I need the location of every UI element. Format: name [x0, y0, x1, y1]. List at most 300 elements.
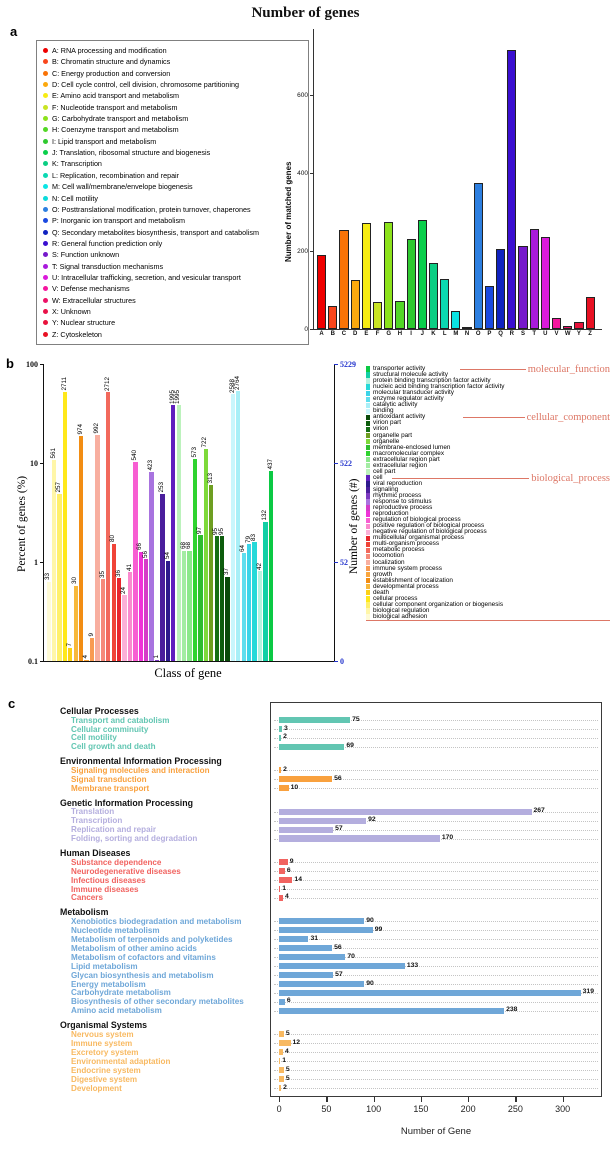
cog-x-tick: B: [330, 331, 335, 337]
kegg-item-row: [58, 962, 603, 971]
go-left-tick: [28, 657, 44, 666]
kegg-tick-mark: [515, 1097, 516, 1102]
kegg-bar-cell: [270, 1039, 603, 1048]
kegg-bar-cell: [270, 858, 603, 867]
kegg-item-label: Carbohydrate metabolism: [71, 988, 171, 998]
kegg-bar-cell: [270, 926, 603, 935]
cog-x-tick: H: [397, 331, 403, 337]
kegg-gridline: [274, 1061, 598, 1062]
kegg-item-row: [58, 766, 603, 775]
cog-x-tick: F: [375, 331, 380, 337]
go-bar-value: 437: [266, 458, 274, 470]
kegg-item-label: Cell motility: [71, 733, 117, 743]
kegg-group-header: Environmental Information Processing: [60, 756, 222, 767]
kegg-bar: [279, 936, 308, 942]
legend-swatch-icon: [366, 499, 370, 504]
legend-dot-icon: [43, 320, 48, 325]
kegg-bar-cell: [270, 893, 603, 902]
go-x-axis-label: Class of gene: [154, 666, 222, 680]
go-legend-bottom-line: [366, 620, 610, 621]
kegg-item-row: [58, 944, 603, 953]
go-bar-value: 35: [98, 570, 106, 578]
kegg-bar: [279, 1008, 504, 1014]
go-bar: [155, 660, 159, 661]
kegg-item-row: [58, 733, 603, 742]
go-bar: [171, 405, 175, 661]
go-bar: [258, 571, 262, 661]
cog-legend-item: [43, 204, 302, 214]
kegg-bar-cell: [270, 988, 603, 997]
kegg-bar-cell: [270, 962, 603, 971]
kegg-item-row: [58, 858, 603, 867]
kegg-bar-value: 92: [368, 816, 376, 824]
kegg-bar-value: 1: [282, 884, 286, 892]
kegg-bar-cell: [270, 1048, 603, 1057]
kegg-bar: [279, 767, 281, 773]
go-bar: [133, 462, 137, 661]
kegg-bar: [279, 776, 332, 782]
kegg-item-row: [58, 742, 603, 751]
legend-swatch-icon: [366, 596, 370, 601]
kegg-group-row: [58, 1020, 603, 1030]
cog-legend-label: L: Replication, recombination and repair: [52, 170, 180, 180]
kegg-bar-value: 319: [582, 988, 594, 996]
go-bar-value: 2712: [103, 376, 111, 391]
kegg-group-header: Cellular Processes: [60, 706, 139, 716]
kegg-gridline: [274, 1088, 598, 1089]
kegg-item-label: Development: [71, 1083, 122, 1093]
cog-y-tick: [297, 248, 314, 255]
kegg-bar: [279, 918, 364, 924]
cog-bar: [328, 306, 337, 329]
go-bar: [225, 577, 229, 661]
legend-dot-icon: [43, 173, 48, 178]
legend-swatch-icon: [366, 487, 370, 492]
go-bar-value: 722: [201, 437, 209, 448]
go-bar: [242, 553, 246, 661]
kegg-item-label: Biosynthesis of other secondary metabolites: [71, 997, 244, 1007]
go-bar: [68, 648, 72, 661]
go-bar-value: 540: [131, 449, 139, 461]
legend-swatch-icon: [366, 469, 370, 474]
cog-x-tick: M: [453, 331, 459, 337]
kegg-tick-label: 100: [366, 1104, 382, 1114]
kegg-bar: [279, 717, 350, 723]
kegg-item-row: [58, 988, 603, 997]
kegg-bar-value: 2: [283, 765, 287, 773]
kegg-bar-cell: [270, 834, 603, 843]
tick-mark: [40, 562, 44, 563]
legend-dot-icon: [43, 127, 48, 132]
cog-legend-item: [43, 170, 302, 180]
kegg-bar-value: 57: [335, 825, 343, 833]
go-bar: [215, 536, 219, 661]
cog-legend-item: [43, 45, 302, 55]
kegg-tick-mark: [468, 1097, 469, 1102]
kegg-item-label: Replication and repair: [71, 825, 157, 835]
cog-bar: [496, 249, 505, 329]
go-bar-value: 992: [93, 423, 101, 434]
cog-legend-box: [36, 40, 309, 345]
kegg-bar: [279, 999, 285, 1005]
go-bar: [79, 436, 83, 661]
go-bar-value: 1995: [174, 389, 182, 404]
kegg-item-row: [58, 784, 603, 793]
kegg-gridline: [274, 1052, 598, 1053]
go-legend-label: structural molecule activity: [373, 371, 448, 379]
kegg-tick-label: 50: [321, 1104, 332, 1114]
group-label: molecular_function: [527, 363, 610, 375]
kegg-item-row: [58, 725, 603, 734]
go-legend-label: viral reproduction: [373, 479, 423, 487]
kegg-item-label: Amino acid metabolism: [71, 1006, 162, 1016]
go-bar: [160, 494, 164, 661]
legend-swatch-icon: [366, 415, 370, 420]
kegg-bar-cell: [270, 867, 603, 876]
cog-legend-item: [43, 125, 302, 135]
cog-x-tick: G: [386, 331, 392, 337]
go-legend-label: signaling: [373, 485, 399, 493]
go-bar-value: 974: [76, 424, 84, 435]
go-left-tick: [26, 360, 44, 369]
cog-x-tick: J: [420, 331, 424, 337]
cog-x-tick: K: [431, 331, 436, 337]
tick-label: 0: [304, 326, 308, 333]
legend-swatch-icon: [366, 439, 370, 444]
kegg-group-header: Organismal Systems: [60, 1020, 148, 1031]
go-left-tick: [30, 459, 44, 468]
go-legend-label: extracellular region: [373, 461, 427, 469]
legend-dot-icon: [43, 309, 48, 314]
kegg-item-row: [58, 893, 603, 902]
kegg-item-row: [58, 775, 603, 784]
cog-bar: [474, 183, 483, 329]
cog-x-tick: A: [319, 331, 324, 337]
kegg-item-row: [58, 917, 603, 926]
kegg-bar-value: 56: [334, 774, 342, 782]
kegg-bar: [279, 1040, 290, 1046]
legend-dot-icon: [43, 332, 48, 337]
cog-bar: [407, 239, 416, 329]
legend-dot-icon: [43, 105, 48, 110]
cog-legend-label: K: Transcription: [52, 159, 102, 169]
go-bar-value: 2588: [228, 378, 236, 393]
go-bar: [149, 472, 153, 661]
kegg-bar-value: 3: [284, 724, 288, 732]
kegg-bar-cell: [270, 716, 603, 725]
cog-y-axis-label: Number of matched genes: [284, 161, 293, 262]
kegg-item-label: Nervous system: [71, 1029, 134, 1039]
cog-x-tick: S: [520, 331, 525, 337]
figure-title: Number of genes: [251, 5, 360, 21]
panel-label-b: b: [6, 356, 14, 371]
kegg-bar-value: 238: [506, 1006, 518, 1014]
kegg-bar-value: 99: [374, 925, 383, 933]
kegg-bar-cell: [270, 885, 603, 894]
kegg-bar: [279, 726, 282, 732]
go-legend-label: protein binding transcription factor activity: [373, 377, 491, 385]
kegg-bar-value: 267: [533, 807, 545, 815]
kegg-item-row: [58, 716, 603, 725]
legend-swatch-icon: [366, 451, 370, 456]
legend-swatch-icon: [366, 427, 370, 432]
kegg-item-row: [58, 885, 603, 894]
legend-swatch-icon: [366, 566, 370, 571]
kegg-item-label: Metabolism of other amino acids: [71, 943, 197, 953]
go-bar-value: 95: [217, 527, 225, 535]
go-bar: [166, 561, 170, 661]
kegg-bar: [279, 895, 283, 901]
kegg-bar-value: 5: [285, 1074, 290, 1082]
go-legend-label: extracellular region part: [373, 455, 440, 463]
go-bar: [177, 405, 181, 661]
go-bar-value: 42: [255, 562, 263, 570]
kegg-item-label: Lipid metabolism: [71, 961, 138, 971]
go-legend-label: growth: [373, 570, 393, 578]
cog-legend-item: [43, 329, 302, 339]
legend-dot-icon: [43, 286, 48, 291]
go-bar-value: 7: [65, 643, 73, 647]
cog-bar: [541, 237, 550, 329]
cog-bar: [317, 255, 326, 329]
kegg-item-row: [58, 1048, 603, 1057]
cog-legend-label: R: General function prediction only: [52, 238, 163, 248]
cog-legend-item: [43, 114, 302, 124]
go-bar-value: 83: [250, 533, 258, 541]
kegg-item-label: Endocrine system: [71, 1065, 141, 1075]
kegg-gridline: [274, 770, 598, 771]
go-bar-value: 4: [82, 654, 90, 659]
kegg-bar: [279, 1076, 284, 1082]
legend-dot-icon: [43, 298, 48, 303]
cog-legend-label: I: Lipid transport and metabolism: [52, 136, 157, 146]
cog-legend-item: [43, 227, 302, 237]
cog-bar: [384, 222, 393, 329]
kegg-bar: [279, 818, 366, 824]
cog-legend-item: [43, 102, 302, 112]
kegg-gridline: [274, 889, 598, 890]
kegg-item-label: Cell growth and death: [71, 742, 156, 752]
kegg-item-label: Transcription: [71, 816, 123, 826]
go-bar-value: 37: [223, 568, 231, 576]
kegg-item-row: [58, 935, 603, 944]
kegg-tick-label: 200: [460, 1104, 476, 1114]
go-bar-value: 95: [212, 527, 220, 535]
kegg-gridline: [274, 898, 598, 899]
go-legend-label: membrane-enclosed lumen: [373, 443, 451, 451]
kegg-bar-cell: [270, 944, 603, 953]
kegg-bar-value: 1: [282, 1056, 286, 1064]
kegg-bar-cell: [270, 1057, 603, 1066]
go-legend-label: cell: [373, 473, 383, 481]
legend-dot-icon: [43, 196, 48, 201]
kegg-bar-cell: [270, 876, 603, 885]
kegg-bar-cell: [270, 816, 603, 825]
cog-legend-label: O: Posttranslational modification, protein turnover, chaperones: [52, 204, 251, 214]
go-legend-label: transporter activity: [373, 365, 426, 373]
tick-mark: [310, 251, 314, 252]
legend-swatch-icon: [366, 572, 370, 577]
kegg-empty-cell: [270, 798, 603, 808]
go-bar: [144, 559, 148, 661]
go-legend-label: enzyme regulator activity: [373, 395, 444, 403]
go-bar: [236, 391, 240, 661]
kegg-item-row: [58, 997, 603, 1006]
legend-swatch-icon: [366, 602, 370, 607]
group-line: [460, 369, 526, 370]
kegg-item-label: Metabolism of terpenoids and polyketides: [71, 934, 233, 944]
go-legend-label: response to stimulus: [373, 498, 432, 506]
legend-dot-icon: [43, 275, 48, 280]
legend-swatch-icon: [366, 372, 370, 377]
kegg-tick-label: 300: [555, 1104, 571, 1114]
cog-x-tick-labels: [317, 331, 595, 337]
legend-swatch-icon: [366, 493, 370, 498]
cog-legend-label: B: Chromatin structure and dynamics: [52, 57, 171, 67]
cog-legend-label: T: Signal transduction mechanisms: [52, 261, 164, 271]
tick-label: 400: [297, 170, 308, 177]
kegg-group-header: Human Diseases: [60, 848, 131, 859]
tick-label: 600: [297, 92, 308, 99]
kegg-gridline: [274, 1079, 598, 1080]
kegg-item-row: [58, 1066, 603, 1075]
legend-dot-icon: [43, 116, 48, 121]
kegg-bar-cell: [270, 917, 603, 926]
kegg-bar-cell: [270, 742, 603, 751]
cog-legend-item: [43, 79, 302, 89]
kegg-rows: [58, 702, 603, 1092]
go-bar: [247, 544, 251, 661]
kegg-bar-value: 6: [286, 866, 291, 874]
cog-y-tick: [297, 92, 314, 99]
go-bar-value: 66: [136, 543, 144, 551]
legend-swatch-icon: [366, 457, 370, 462]
kegg-item-label: Environmental adaptation: [71, 1056, 171, 1066]
go-bar-value: 313: [206, 473, 214, 484]
cog-x-tick: W: [564, 331, 571, 337]
kegg-bar-value: 75: [352, 715, 360, 723]
kegg-bar-value: 6: [286, 997, 291, 1005]
legend-swatch-icon: [366, 505, 370, 510]
go-bar-value: 54: [163, 552, 171, 560]
cog-legend-label: S: Function unknown: [52, 250, 120, 260]
kegg-bar-cell: [270, 980, 603, 989]
cog-bar-chart: [297, 29, 602, 337]
go-bar-value: 573: [190, 447, 198, 458]
kegg-bar: [279, 945, 332, 951]
legend-swatch-icon: [366, 524, 370, 529]
cog-x-tick: T: [532, 331, 536, 337]
go-right-tick: [334, 360, 356, 369]
go-bar-value: 2764: [234, 375, 241, 390]
kegg-bar-value: 2: [283, 1083, 287, 1091]
kegg-bar: [279, 1067, 284, 1073]
cog-legend-item: [43, 295, 302, 305]
go-bar: [84, 660, 88, 661]
cog-bar: [586, 297, 595, 329]
kegg-empty-cell: [270, 1020, 603, 1030]
tick-mark: [334, 661, 338, 662]
kegg-group-row: [58, 798, 603, 808]
cog-bar: [429, 263, 438, 329]
tick-label: 0.1: [28, 657, 38, 666]
go-legend-label: positive regulation of biological process: [373, 522, 485, 530]
legend-dot-icon: [43, 230, 48, 235]
cog-x-tick: E: [364, 331, 369, 337]
cog-bar: [418, 220, 427, 329]
go-bar-value: 79: [244, 535, 252, 543]
legend-swatch-icon: [366, 463, 370, 468]
kegg-gridline: [274, 729, 598, 730]
go-legend-label: cell part: [373, 467, 396, 475]
kegg-item-row: [58, 825, 603, 834]
legend-swatch-icon: [366, 590, 370, 595]
go-bar: [198, 535, 202, 661]
go-legend-label: metabolic process: [373, 546, 425, 554]
legend-swatch-icon: [366, 614, 370, 619]
legend-dot-icon: [43, 71, 48, 76]
kegg-bar-value: 4: [284, 893, 289, 901]
kegg-item-row: [58, 807, 603, 816]
go-legend-items: [366, 363, 610, 620]
tick-label: 1: [34, 558, 38, 567]
go-bar-value: 68: [185, 542, 193, 550]
cog-bar: [518, 246, 527, 329]
legend-swatch-icon: [366, 542, 370, 547]
tick-mark: [40, 661, 44, 662]
go-legend-label: localization: [373, 558, 405, 566]
go-legend-label: developmental process: [373, 582, 439, 590]
go-legend-label: cellular component organization or biogenesis: [373, 600, 504, 608]
legend-swatch-icon: [366, 536, 370, 541]
panel-label-c: c: [8, 696, 16, 711]
kegg-item-label: Signaling molecules and interaction: [71, 765, 210, 775]
cog-legend-item: [43, 68, 302, 78]
legend-dot-icon: [43, 150, 48, 155]
legend-swatch-icon: [366, 584, 370, 589]
tick-mark: [310, 95, 314, 96]
group-line: [463, 417, 525, 418]
kegg-bar: [279, 1058, 280, 1064]
kegg-bar: [279, 1085, 281, 1091]
tick-mark: [334, 562, 338, 563]
go-bar: [231, 394, 235, 661]
kegg-group-header: Metabolism: [60, 907, 109, 918]
kegg-bar-value: 10: [290, 783, 299, 791]
kegg-bar-value: 56: [334, 943, 342, 951]
kegg-tick-mark: [374, 1097, 375, 1102]
kegg-bar-value: 5: [285, 1029, 290, 1037]
legend-swatch-icon: [366, 548, 370, 553]
kegg-item-row: [58, 1039, 603, 1048]
legend-swatch-icon: [366, 378, 370, 383]
cog-legend-item: [43, 136, 302, 146]
kegg-bar-cell: [270, 1075, 603, 1084]
kegg-bar-cell: [270, 1006, 603, 1015]
kegg-bar-value: 69: [346, 742, 354, 750]
go-right-tick: [334, 558, 348, 567]
tick-label: 0: [340, 657, 344, 666]
kegg-bar-value: 4: [284, 1047, 289, 1055]
legend-swatch-icon: [366, 409, 370, 414]
go-legend-label: immune system process: [373, 564, 442, 572]
kegg-bar-cell: [270, 971, 603, 980]
go-bar-value: 132: [261, 510, 269, 521]
cog-legend-item: [43, 250, 302, 260]
kegg-item-label: Cellular comminuity: [71, 724, 149, 734]
go-legend: [366, 363, 610, 624]
go-legend-label: establishment of localization: [373, 576, 453, 584]
